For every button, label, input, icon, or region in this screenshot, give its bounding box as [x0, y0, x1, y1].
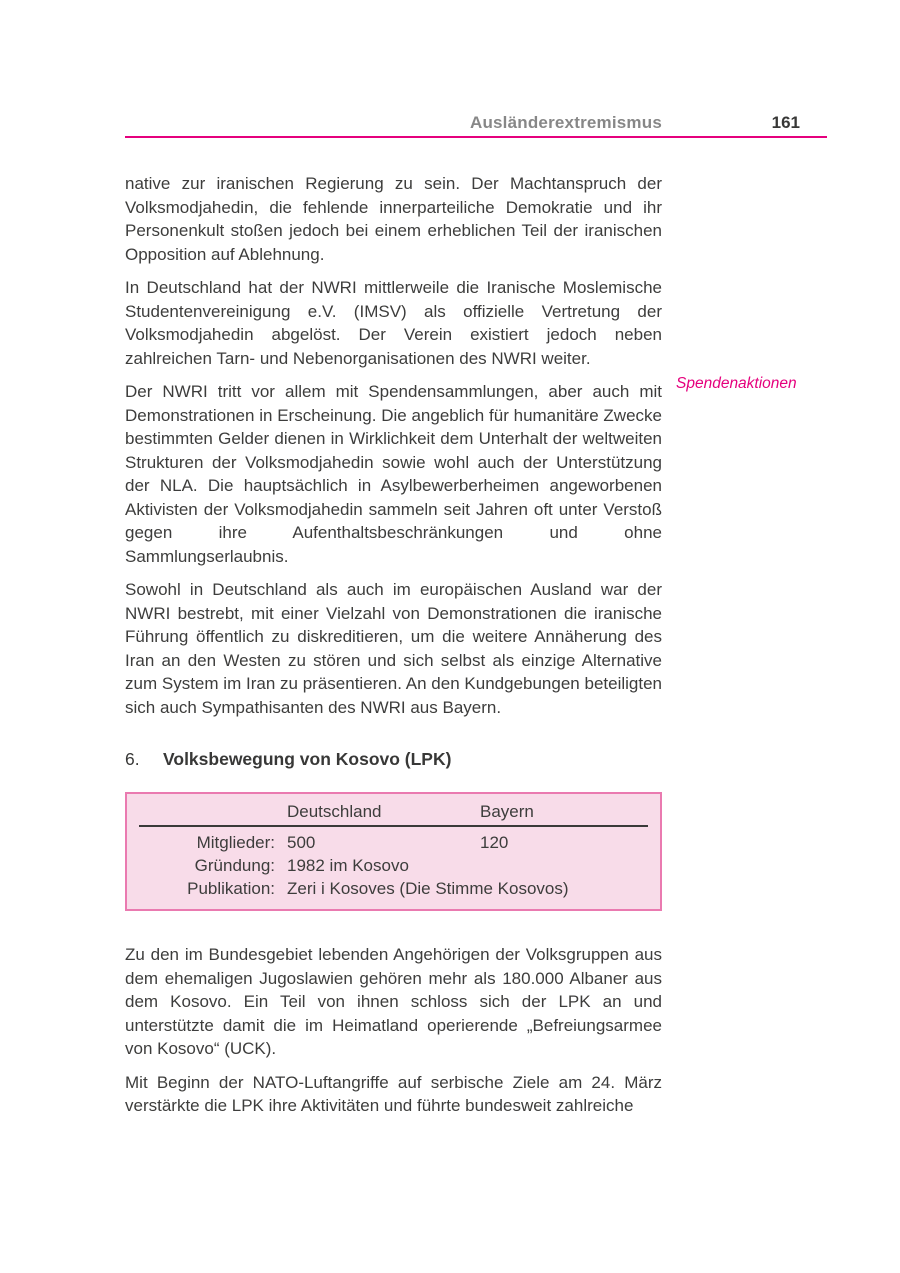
text-column: [125, 172, 662, 1128]
infobox-value-deutschland: Zeri i Kosoves (Die Stimme Kosovos): [287, 879, 569, 898]
infobox-header-row: [135, 799, 652, 824]
infobox-value-deutschland: 1982 im Kosovo: [287, 856, 409, 875]
page-number: 161: [771, 113, 800, 132]
infobox-row-mitglieder: [135, 831, 652, 854]
infobox-row-publikation: [135, 877, 652, 900]
infobox-row-label: Mitglieder:: [196, 833, 275, 852]
section-heading: [125, 749, 662, 770]
infobox-table: [125, 792, 662, 911]
infobox-value-bayern: 120: [480, 833, 509, 852]
infobox-value-deutschland: 500: [287, 833, 316, 852]
body-paragraph: Zu den im Bundesgebiet lebenden Angehörigen der Volksgruppen aus dem ehemaligen Jugoslawien gehören mehr als 180.000 Albaner aus dem Kosovo. Ein Teil von ihnen schloss sich der LPK an und unterstützte damit die im Heimatland operierende „Befreiungsarmee von Kosovo“ (UCK).: [125, 945, 662, 1058]
infobox-row-label: Gründung:: [194, 856, 275, 875]
body-paragraph: Mit Beginn der NATO-Luftangriffe auf serbische Ziele am 24. März verstärkte die LPK ihre Aktivitäten und führte bundesweit zahlreiche: [125, 1072, 662, 1115]
infobox-header-rule: [139, 825, 648, 827]
margin-note: Spendenaktionen: [676, 375, 797, 392]
body-paragraph-spendenaktionen: Der NWRI tritt vor allem mit Spendensammlungen, aber auch mit Demonstrationen in Erscheinung. Die angeblich für humanitäre Zwecke bestimmten Gelder dienen in Wirklichkeit dem Unterhalt der weltweiten Strukturen der Volksmodjahedin sowie wohl auch der Unterstützung der NLA. Die hauptsächlich in Asylbewerberheimen angeworbenen Aktivisten der Volksmodjahedin sammeln seit Jahren oft unter Verstoß gegen ihre Aufenthaltsbeschränkungen und ohne Sammlungserlaubnis.: [125, 382, 662, 566]
running-head-title: Ausländerextremismus: [469, 113, 662, 132]
body-paragraph: Sowohl in Deutschland als auch im europäischen Ausland war der NWRI bestrebt, mit einer Vielzahl von Demonstrationen die iranische Führung öffentlich zu diskreditieren, um die weitere Annäherung des Iran an den Westen zu stören und sich selbst als einzige Alternative zum System im Iran zu präsentieren. An den Kundgebungen beteiligten sich auch Sympathisanten des NWRI aus Bayern.: [125, 580, 662, 717]
body-paragraph: In Deutschland hat der NWRI mittlerweile die Iranische Moslemische Studentenvereinigung e.V. (IMSV) als offizielle Vertretung der Volksmodjahedin abgelöst. Der Verein existiert jedoch neben zahlreichen Tarn- und Nebenorganisationen des NWRI weiter.: [125, 278, 662, 368]
section-title: Volksbewegung von Kosovo (LPK): [163, 749, 452, 769]
infobox-col-header-deutschland: Deutschland: [287, 802, 382, 821]
infobox-col-header-bayern: Bayern: [480, 802, 534, 821]
header-rule: [125, 136, 827, 138]
body-paragraph: native zur iranischen Regierung zu sein. Der Machtanspruch der Volksmodjahedin, die fehlende innerparteiliche Demokratie und ihr Personenkult stoßen jedoch bei einem erheblichen Teil der iranischen Opposition auf Ablehnung.: [125, 174, 662, 264]
section-number: 6.: [125, 749, 140, 769]
infobox-row-gruendung: [135, 854, 652, 877]
infobox-row-label: Publikation:: [187, 879, 275, 898]
